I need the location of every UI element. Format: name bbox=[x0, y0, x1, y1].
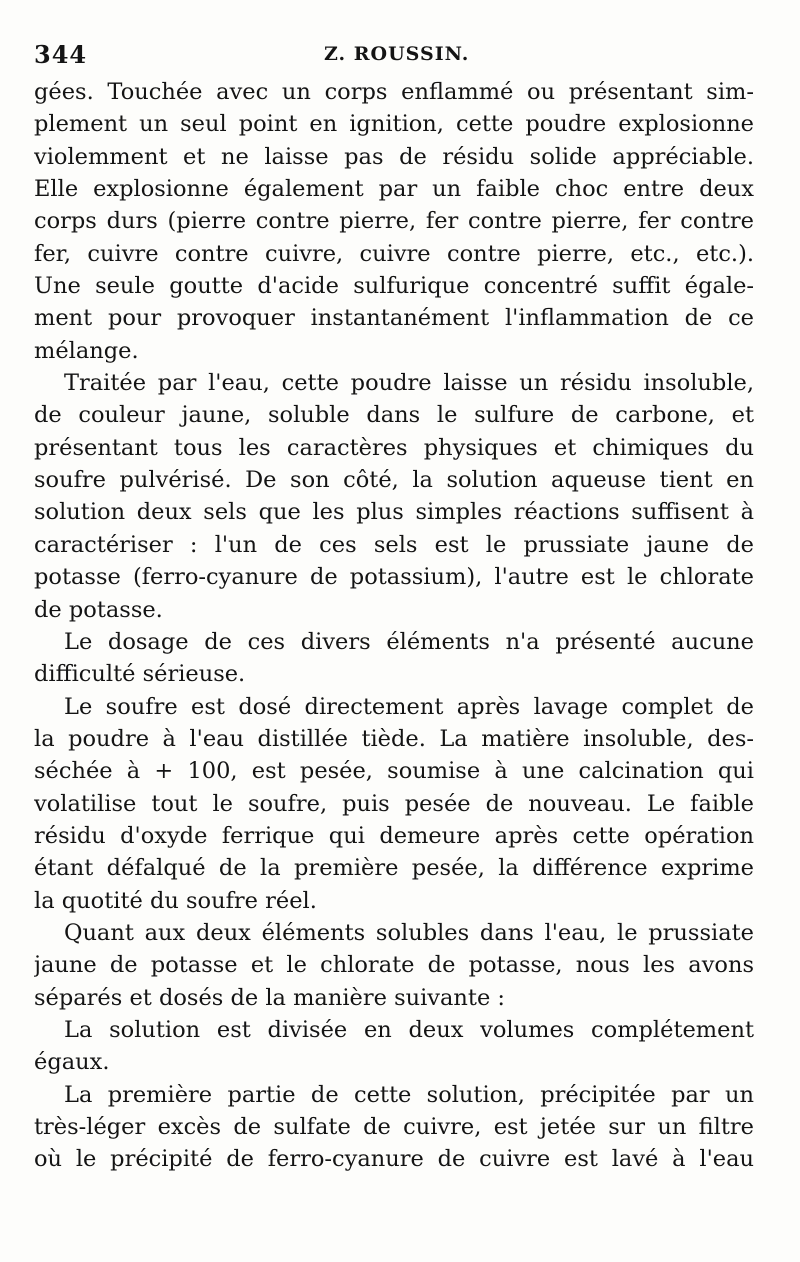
text-line: violemment et ne laisse pas de résidu solide appréciable. bbox=[34, 143, 754, 170]
text-line: Une seule goutte d'acide sulfurique concentré suffit égale- bbox=[34, 273, 754, 300]
text-line: étant défalqué de la première pesée, la différence exprime bbox=[34, 855, 754, 882]
text-line: ment pour provoquer instantanément l'inflammation de ce bbox=[34, 305, 754, 332]
text-line: séparés et dosés de la manière suivante : bbox=[34, 984, 506, 1011]
text-line: Traitée par l'eau, cette poudre laisse un résidu insoluble, bbox=[64, 370, 754, 397]
text-line: Quant aux deux éléments solubles dans l'eau, le prussiate bbox=[64, 919, 754, 946]
text-line: égaux. bbox=[34, 1049, 110, 1076]
text-line: gées. Touchée avec un corps enflammé ou présentant sim- bbox=[34, 79, 754, 105]
text-line: caractériser : l'un de ces sels est le prussiate jaune de bbox=[34, 531, 754, 558]
text-line: soufre pulvérisé. De son côté, la solution aqueuse tient en bbox=[34, 467, 754, 494]
text-line: de potasse. bbox=[34, 596, 163, 623]
text-line: fer, cuivre contre cuivre, cuivre contre pierre, etc., etc.). bbox=[34, 240, 754, 267]
text-line: potasse (ferro-cyanure de potassium), l'autre est le chlorate bbox=[34, 564, 754, 591]
page-number: 344 bbox=[34, 40, 88, 69]
body-text bbox=[34, 76, 754, 1176]
text-line: où le précipité de ferro-cyanure de cuivre est lavé à l'eau bbox=[34, 1146, 754, 1173]
text-line: difficulté sérieuse. bbox=[34, 661, 246, 688]
text-line: volatilise tout le soufre, puis pesée de nouveau. Le faible bbox=[34, 790, 754, 817]
text-line: la poudre à l'eau distillée tiède. La matière insoluble, des- bbox=[34, 725, 754, 752]
text-line: séchée à + 100, est pesée, soumise à une calcination qui bbox=[34, 758, 754, 785]
text-line: Le dosage de ces divers éléments n'a présenté aucune bbox=[64, 628, 754, 655]
text-line: résidu d'oxyde ferrique qui demeure après cette opération bbox=[34, 822, 754, 849]
text-line: jaune de potasse et le chlorate de potasse, nous les avons bbox=[34, 952, 754, 979]
page-header bbox=[34, 40, 764, 76]
text-line: plement un seul point en ignition, cette poudre explosionne bbox=[34, 111, 754, 138]
text-line: corps durs (pierre contre pierre, fer contre pierre, fer contre bbox=[34, 208, 754, 235]
text-line: très-léger excès de sulfate de cuivre, est jetée sur un filtre bbox=[34, 1114, 754, 1140]
text-line: mélange. bbox=[34, 337, 139, 364]
text-line: la quotité du soufre réel. bbox=[34, 887, 317, 914]
text-line: La première partie de cette solution, précipitée par un bbox=[64, 1081, 754, 1108]
text-line: Elle explosionne également par un faible choc entre deux bbox=[34, 176, 754, 203]
text-line: La solution est divisée en deux volumes complétement bbox=[64, 1016, 754, 1043]
text-line: présentant tous les caractères physiques et chimiques du bbox=[34, 434, 754, 461]
text-line: solution deux sels que les plus simples réactions suffisent à bbox=[34, 499, 754, 526]
text-line: Le soufre est dosé directement après lavage complet de bbox=[64, 693, 754, 720]
text-line: de couleur jaune, soluble dans le sulfure de carbone, et bbox=[34, 402, 754, 429]
running-head: Z. ROUSSIN. bbox=[324, 43, 470, 65]
